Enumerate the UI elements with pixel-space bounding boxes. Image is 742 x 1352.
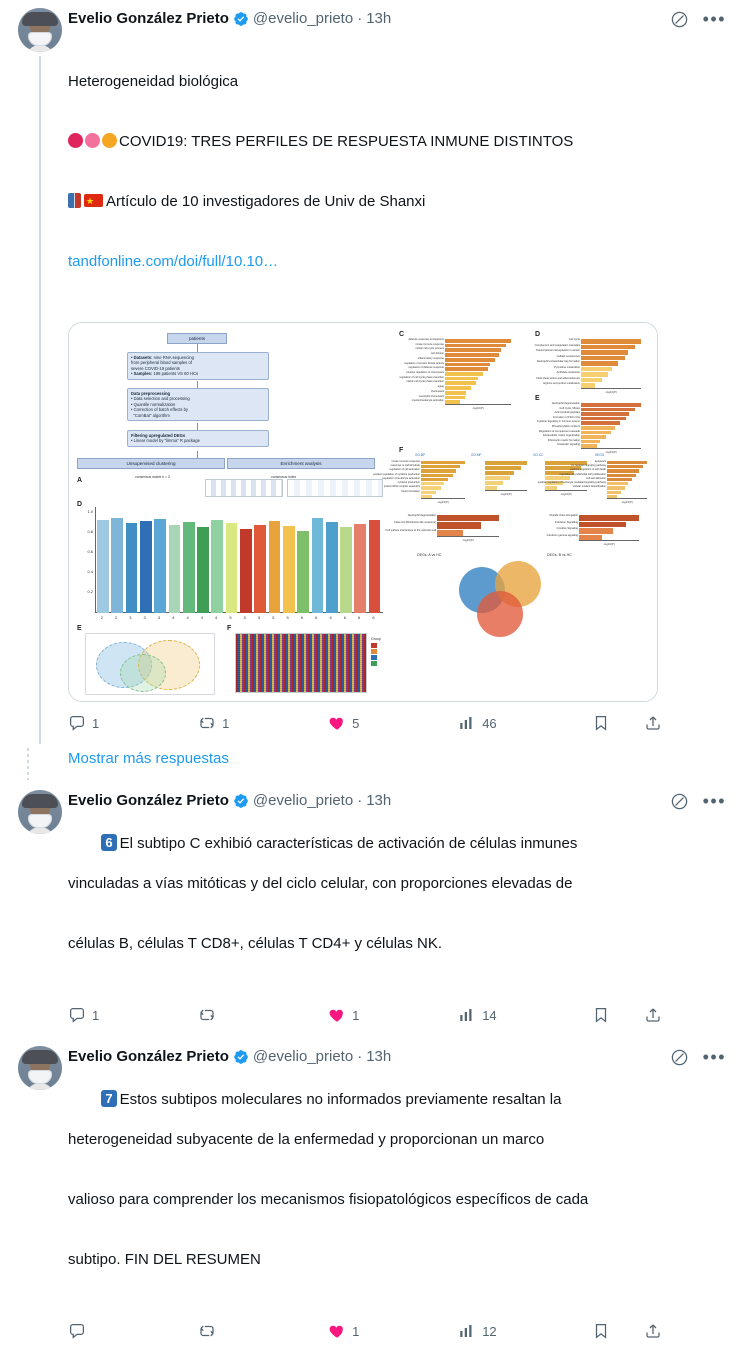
like-button[interactable]	[328, 714, 458, 732]
more-options-icon[interactable]: •••	[702, 1047, 726, 1067]
enrichment-bar-label: cell-cell adhesion	[586, 476, 606, 480]
show-more-replies-link[interactable]: Mostrar más respuestas	[68, 750, 229, 767]
panel-D-bar	[254, 525, 266, 613]
enrichment-bar	[445, 396, 465, 400]
enrichment-bar-label: positive regulation of chemotaxis	[406, 371, 444, 374]
panel-D-bar	[183, 522, 195, 613]
more-options-icon[interactable]: •••	[702, 791, 726, 811]
tweet-1-line-1: Heterogeneidad biológica	[68, 73, 239, 90]
enrichment-bar-label: Formation of Fibrin Clot	[552, 415, 580, 419]
flow-band-clustering: Unsupervised clustering	[77, 458, 225, 469]
panel-D-bar	[240, 529, 252, 613]
reply-count: 1	[92, 1007, 100, 1023]
flow-box-preprocessing: Data preprocessing • Data selection and processing • Quantile normalization • Correction of batch effects by "ComBat" algorithm	[127, 388, 269, 421]
tweet-3-header	[68, 1046, 730, 1068]
verified-badge-icon	[233, 1049, 249, 1065]
author-name[interactable]: Evelio González Prieto	[68, 792, 229, 809]
panel-D-bar	[340, 527, 352, 613]
enrichment-bar	[581, 417, 626, 421]
enrichment-bar	[581, 403, 641, 407]
enrichment-bar-label: regulation of cell cycle phase transition	[399, 375, 444, 379]
enrichment-bar	[607, 486, 625, 489]
panel-E-scatter	[85, 633, 215, 695]
tweet-2-number-badge: 6	[101, 834, 116, 851]
enrichment-bar-label: Fluid shear stress and atherosclerosis	[536, 376, 580, 380]
author-handle[interactable]: @evelio_prieto	[252, 1048, 354, 1065]
author-handle[interactable]: @evelio_prieto	[252, 10, 354, 27]
panel-letter-C: C	[399, 331, 405, 338]
enrichment-bar-label: protein-DNA complex assembly	[383, 485, 420, 489]
panel-D-x-tick: 3	[157, 615, 161, 620]
enrichment-bar-label: response to carbohydrate	[390, 464, 420, 468]
grok-icon[interactable]	[670, 792, 689, 811]
enrichment-bar-label: Cytokine Signaling	[556, 527, 578, 530]
panel-D-x-tick: 6	[358, 615, 361, 620]
separator-dot: ·	[357, 10, 363, 27]
enrichment-panel-3	[536, 402, 641, 454]
enrichment-bar-label: chemotaxis	[430, 389, 444, 393]
enrichment-panel-1	[399, 338, 511, 410]
china-flag-emoji	[84, 194, 103, 207]
enrichment-bar	[421, 491, 436, 494]
verified-badge-icon	[233, 11, 249, 27]
panel-D-bar	[369, 520, 381, 613]
enrichment-bar-label: regulation of leukocyte activation	[382, 476, 420, 480]
enrichment-bar-label: Peptide chain elongation	[549, 514, 578, 517]
enrichment-bar	[445, 358, 495, 362]
enrichment-x-axis-label: -log10(P)	[605, 450, 617, 454]
figure-canvas	[69, 323, 657, 701]
panel-D-x-tick: 4	[200, 615, 203, 620]
tweet-2-line-1: El subtipo C exhibió características de activación de células inmunes	[119, 835, 578, 852]
enrichment-bar	[445, 377, 478, 381]
enrichment-bar-label: blood circulation	[401, 489, 420, 493]
enrichment-bar	[485, 466, 521, 470]
panel-D-bar	[97, 520, 109, 613]
panel-D-bar	[226, 523, 238, 613]
retweet-button[interactable]	[198, 714, 328, 732]
flow-box-datasets: • Datasets: nine RNA sequencing from peripheral blood samples of severe COVID-19 patients • Samples: 198 patients VS 60 HCs	[127, 352, 269, 380]
enrichment-x-axis-label: -log10(P)	[437, 500, 449, 504]
enrichment-panel-8	[385, 514, 499, 542]
panel-D-x-tick: 6	[315, 615, 318, 620]
tweet-3-text	[68, 1070, 730, 1310]
panel-letter-D: D	[77, 501, 83, 508]
reply-button[interactable]	[68, 714, 198, 732]
panel-letter-F: F	[227, 625, 232, 632]
enrichment-bar	[581, 378, 602, 383]
panel-F-label-2: GO:MF	[471, 453, 482, 457]
tweet-3-gutter	[12, 1046, 68, 1352]
tweet-3-line-3: valioso para comprender los mecanismos fisiopatológicos específicos de cada	[68, 1191, 589, 1208]
enrichment-bar	[581, 345, 635, 350]
books-emoji	[68, 193, 81, 208]
tweet-1-gutter	[12, 8, 68, 744]
axis-label-consensus-matrix: consensus matrix k = 3	[135, 475, 170, 479]
enrichment-bar-label: Neutrophil extracellular trap formation	[536, 360, 580, 364]
enrichment-bar-label: Cell surface interactions at the vascular wall	[385, 528, 436, 532]
tweet-1-text	[68, 32, 730, 312]
enrichment-bar	[421, 465, 460, 468]
panel-D-bar	[283, 526, 295, 613]
enrichment-bar-label: positive regulation of leukocyte mediated signaling pathway	[537, 481, 606, 485]
tweet-3	[0, 1036, 742, 1352]
enrichment-bar	[581, 350, 628, 355]
panel-D-bar	[126, 523, 138, 613]
thread-connector	[39, 56, 41, 744]
enrichment-bar	[607, 478, 632, 481]
grok-icon[interactable]	[670, 1048, 689, 1067]
enrichment-bar-label: myeloid leukocyte activation	[411, 399, 444, 403]
reply-count: 1	[92, 715, 100, 731]
panel-D-y-tick: 0.8	[87, 529, 93, 534]
panel-D-bar	[211, 520, 223, 613]
tweet-1-header	[68, 8, 730, 30]
enrichment-bar	[581, 431, 611, 435]
enrichment-bar-label: Interferon gamma signaling	[546, 533, 578, 537]
enrichment-bar	[437, 522, 481, 528]
tweet-3-content	[68, 1046, 730, 1352]
enrichment-bar-label: Complement and coagulation cascades	[534, 343, 580, 347]
panel-letter-D2: D	[535, 331, 541, 338]
axis-label-consensus-index: consensus index	[271, 475, 297, 479]
share-button[interactable]	[644, 714, 662, 732]
tweet-1-content	[68, 8, 730, 744]
panel-D-bar	[111, 518, 123, 613]
panel-D-bar	[326, 522, 338, 613]
enrichment-bar	[607, 482, 628, 485]
enrichment-bar-label: Class A/1 (Rhodopsin-like receptors)	[393, 521, 436, 525]
enrichment-bar-label: innate immune response	[391, 460, 420, 463]
enrichment-bar-label: neutrophil chemotaxis	[418, 394, 444, 398]
panel-D-y-tick-labels	[77, 507, 95, 613]
panel-D-bar	[297, 531, 309, 613]
enrichment-x-axis-label: -log10(P)	[472, 406, 484, 410]
enrichment-bar	[607, 474, 636, 477]
enrichment-bar	[581, 356, 625, 361]
tweet-3-actions	[68, 1322, 668, 1350]
enrichment-bar	[421, 478, 448, 481]
enrichment-bar	[579, 522, 626, 528]
enrichment-x-axis-label: -log10(P)	[605, 390, 617, 394]
panel-D-x-tick: 5	[272, 615, 275, 620]
tweet-1-line-2-wrap	[68, 132, 730, 152]
bookmark-button[interactable]	[592, 1006, 610, 1024]
panel-D-x-tick: 5	[243, 615, 246, 620]
bookmark-button[interactable]	[592, 714, 610, 732]
tweet-2-header	[68, 790, 730, 812]
enrichment-bar-label: Transcriptional misregulation in cancer	[535, 349, 580, 353]
enrichment-bar	[607, 461, 647, 464]
enrichment-x-axis-label: -log10(P)	[500, 492, 512, 496]
panel-D-y-tick: 0.4	[87, 569, 93, 574]
enrichment-bar-label: Pyrimidine metabolism	[553, 365, 580, 369]
enrichment-bar-label: cellular oxidant detoxification	[572, 485, 606, 489]
enrichment-bar-label: Cell cycle	[568, 338, 580, 341]
enrichment-bar	[445, 363, 490, 367]
enrichment-x-axis-label: -log10(P)	[603, 542, 615, 546]
tweet-2-actions	[68, 1006, 668, 1034]
panel-D-bar	[140, 521, 152, 613]
enrichment-bar-label: mitotic cell cycle process	[415, 347, 444, 351]
tweet-3-line-1: Estos subtipos moleculares no informados previamente resaltan la	[119, 1091, 562, 1108]
tweet-2-line-3: células B, células T CD8+, células T CD4+ y células NK.	[68, 935, 443, 952]
share-button[interactable]	[644, 1322, 662, 1340]
more-options-icon[interactable]: •••	[702, 9, 726, 29]
enrichment-panel-9	[546, 514, 639, 546]
enrichment-bar	[445, 367, 488, 371]
enrichment-bar	[581, 361, 618, 366]
timestamp[interactable]: 13h	[366, 10, 392, 27]
enrichment-bar	[545, 476, 570, 480]
panel-F-label-1: GO:BP	[415, 453, 426, 457]
venn-diagram	[459, 561, 569, 641]
panel-D-bar	[312, 518, 324, 613]
legend-title: Group	[371, 637, 381, 641]
enrichment-bar-label: Neutrophil degranulation	[551, 402, 580, 405]
timestamp[interactable]: 13h	[366, 792, 392, 809]
panel-D-bar	[197, 527, 209, 613]
show-more-replies-row[interactable]	[0, 744, 742, 780]
panel-D-x-tick: 4	[172, 615, 175, 620]
enrichment-bar	[437, 515, 499, 521]
enrichment-x-axis-label: -log10(P)	[621, 500, 633, 504]
enrichment-bar-label: regulation of cell activation	[389, 468, 420, 472]
enrichment-bar	[581, 421, 620, 425]
enrichment-bar-label: positive regulation of cell death	[570, 468, 606, 472]
tweet-1-actions	[68, 714, 668, 742]
enrichment-bar	[445, 344, 506, 348]
enrichment-bar	[581, 440, 600, 444]
enrichment-bar-label: Antifolate resistance	[556, 371, 580, 375]
enrichment-bar	[445, 386, 471, 390]
panel-D-x-tick-labels	[95, 615, 383, 623]
enrichment-bar	[485, 461, 527, 465]
panel-D-bar	[169, 525, 181, 613]
panel-D-x-tick: 6	[300, 615, 304, 620]
enrichment-bar-label: Cellular senescence	[556, 354, 580, 358]
tweet-3-number-badge: 7	[101, 1090, 116, 1107]
enrichment-bar-label: Extracellular matrix organization	[543, 434, 580, 438]
enrichment-bar	[445, 348, 501, 352]
tweet-1-media-figure[interactable]	[68, 322, 658, 702]
enrichment-bar-label: innate immune response	[415, 342, 444, 346]
enrichment-bar-label: apoptosis	[594, 460, 606, 463]
dotted-thread-gutter	[0, 744, 56, 780]
enrichment-bar	[485, 471, 514, 475]
panel-D-y-tick: 0.2	[87, 589, 93, 594]
enrichment-bar-label: regulation of protein kinase activity	[404, 361, 444, 365]
venn-label-b: DEGs: B vs HC	[547, 553, 572, 557]
enrichment-bar-label: Interleukin signaling	[557, 443, 580, 447]
enrichment-bar	[581, 372, 608, 377]
panel-D-y-tick: 0.6	[87, 549, 93, 554]
enrichment-x-axis-label: -log10(P)	[560, 492, 572, 496]
panel-letter-E2: E	[535, 395, 540, 402]
enrichment-bar-label: defense response to bacterium	[408, 338, 444, 341]
enrichment-bar-label: Cytokine Signaling in Immune system	[536, 420, 580, 424]
enrichment-bar	[421, 486, 441, 489]
reply-button[interactable]	[68, 1006, 198, 1024]
enrichment-panel-2	[534, 338, 641, 394]
venn-label-a: DEGs: A vs HC	[417, 553, 442, 557]
tweet-2-content	[68, 790, 730, 1036]
emoji-circles	[68, 133, 119, 150]
grok-icon[interactable]	[670, 10, 689, 29]
panel-D-x-tick: 2	[114, 615, 118, 620]
enrichment-panel-5	[485, 461, 527, 496]
enrichment-panel-4	[373, 460, 465, 504]
views-button[interactable]	[458, 714, 592, 732]
enrichment-bar-label: Cell Cycle, Mitotic	[559, 406, 580, 410]
panel-F-label-3: GO:CC	[533, 453, 544, 457]
panel-letter-F2: F	[399, 447, 404, 454]
panel-D-x-tick: 3	[129, 615, 132, 620]
panel-D-x-tick: 6	[329, 615, 332, 620]
panel-D-x-tick: 6	[343, 615, 346, 620]
panel-D-y-tick: 1.0	[87, 509, 93, 514]
enrichment-bar	[485, 481, 503, 485]
enrichment-bar	[607, 465, 643, 468]
panel-D-x-tick: 5	[257, 615, 261, 620]
panel-D-x-tick: 6	[372, 615, 375, 620]
panel-D-x-tick: 5	[286, 615, 289, 620]
enrichment-bar-label: aging	[437, 385, 444, 389]
tweet-1-line-2: COVID19: TRES PERFILES DE RESPUESTA INMUNE DISTINTOS	[119, 133, 574, 150]
avatar[interactable]	[18, 1046, 62, 1090]
panel-D-barchart	[95, 507, 383, 613]
tweet-3-line-2: heterogeneidad subyacente de la enfermedad y proporcionan un marco	[68, 1131, 545, 1148]
flow-box-degs: Filtering upregulated DEGs • Linear model by "limma" R package	[127, 430, 269, 447]
share-button[interactable]	[644, 1006, 662, 1024]
views-count: 46	[482, 715, 497, 731]
enrichment-bar	[581, 367, 612, 372]
author-name[interactable]: Evelio González Prieto	[68, 10, 229, 27]
reply-button[interactable]	[68, 1322, 198, 1340]
enrichment-bar-label: Regulation of Complement cascade	[538, 429, 580, 433]
verified-badge-icon	[233, 793, 249, 809]
tweet-2-line-2: vinculadas a vías mitóticas y del ciclo celular, con proporciones elevadas de	[68, 875, 573, 892]
enrichment-bar	[581, 412, 629, 416]
enrichment-bar	[581, 435, 606, 439]
tweet-2-text	[68, 814, 730, 994]
enrichment-bar-label: cell division	[430, 352, 444, 356]
tweet-1-line-3: Artículo de 10 investigadores de Univ de Shanxi	[106, 193, 426, 210]
enrichment-bar	[485, 476, 510, 480]
enrichment-bar	[579, 515, 639, 521]
flow-top-band: patients	[167, 333, 227, 344]
panel-D-x-tick: 4	[215, 615, 218, 620]
enrichment-bar-label: positive regulation of cytokine production	[373, 472, 420, 476]
enrichment-bar-label: Interferon Signalling	[554, 520, 578, 524]
enrichment-panel-7	[537, 460, 647, 504]
enrichment-bar	[445, 391, 466, 395]
separator-dot: ·	[357, 792, 363, 809]
like-button[interactable]	[328, 1006, 458, 1024]
article-link[interactable]: tandfonline.com/doi/full/10.10…	[68, 253, 279, 270]
enrichment-bar-label: Fc receptor signaling pathway	[571, 464, 606, 468]
panel-letter-A: A	[77, 477, 83, 484]
enrichment-bar-label: mitotic cell cycle phase transition	[406, 380, 444, 384]
enrichment-bar	[607, 491, 621, 494]
like-count: 1	[352, 1007, 360, 1023]
panel-D-x-tick: 4	[186, 615, 189, 620]
enrichment-bar	[445, 381, 476, 385]
enrichment-bar-label: Antimicrobial peptides	[554, 411, 580, 415]
panel-F-heatmap	[235, 633, 367, 693]
tweet-2-gutter	[12, 790, 68, 1036]
flow-band-enrichment: Enrichment analysis	[227, 458, 375, 469]
enrichment-bar-label: Phosphorylation of Emi1	[551, 425, 580, 428]
like-count: 1	[352, 1323, 360, 1339]
enrichment-bar-label: regulation of endothelial cell proliferation	[559, 472, 606, 476]
panel-D-bar	[154, 519, 166, 613]
panel-D-x-tick: 3	[143, 615, 146, 620]
enrichment-bar	[581, 426, 615, 430]
like-count: 5	[352, 715, 360, 731]
tweet-1-line-3-wrap	[68, 192, 730, 212]
retweet-count: 1	[222, 715, 230, 731]
tweet-3-line-4: subtipo. FIN DEL RESUMEN	[68, 1251, 261, 1268]
author-name[interactable]: Evelio González Prieto	[68, 1048, 229, 1065]
panel-D-bar	[269, 521, 281, 613]
enrichment-bar	[581, 408, 635, 412]
panel-D-x-tick: 5	[229, 615, 232, 620]
separator-dot: ·	[357, 1048, 363, 1065]
enrichment-x-axis-label: -log10(P)	[462, 538, 474, 542]
bookmark-button[interactable]	[592, 1322, 610, 1340]
retweet-button[interactable]	[198, 1006, 328, 1024]
author-handle[interactable]: @evelio_prieto	[252, 792, 354, 809]
enrichment-bar	[421, 482, 444, 485]
panel-D-bar	[354, 524, 366, 613]
enrichment-bar	[421, 461, 465, 464]
enrichment-bar-label: Neutrophil degranulation	[407, 514, 436, 517]
avatar[interactable]	[18, 790, 62, 834]
timestamp[interactable]: 13h	[366, 1048, 392, 1065]
enrichment-bar	[445, 372, 483, 376]
panel-D-x-tick: 2	[100, 615, 103, 620]
enrichment-bar	[421, 474, 453, 477]
retweet-button[interactable]	[198, 1322, 328, 1340]
enrichment-bar	[445, 353, 499, 357]
enrichment-bar-label: cytokine production	[397, 481, 420, 485]
views-button[interactable]	[458, 1006, 592, 1024]
views-button[interactable]	[458, 1322, 592, 1340]
like-button[interactable]	[328, 1322, 458, 1340]
enrichment-bar	[445, 339, 511, 343]
views-count: 12	[482, 1323, 497, 1339]
enrichment-bar	[581, 339, 641, 344]
views-count: 14	[482, 1007, 497, 1023]
enrichment-bar	[579, 528, 613, 534]
avatar[interactable]	[18, 8, 62, 52]
tweet-2	[0, 780, 742, 1036]
enrichment-bar-label: regulation of defense response	[408, 366, 444, 370]
figure-left-column	[75, 329, 395, 697]
enrichment-bar	[607, 469, 639, 472]
enrichment-bar-label: Fibronectin matrix formation	[547, 438, 580, 442]
enrichment-bar-label: Arginine and proline metabolism	[542, 382, 580, 386]
panel-F-label-4: KEGG	[595, 453, 605, 457]
enrichment-bar-label: inflammatory response	[417, 356, 444, 360]
enrichment-bar	[421, 469, 456, 472]
panel-letter-E: E	[77, 625, 82, 632]
